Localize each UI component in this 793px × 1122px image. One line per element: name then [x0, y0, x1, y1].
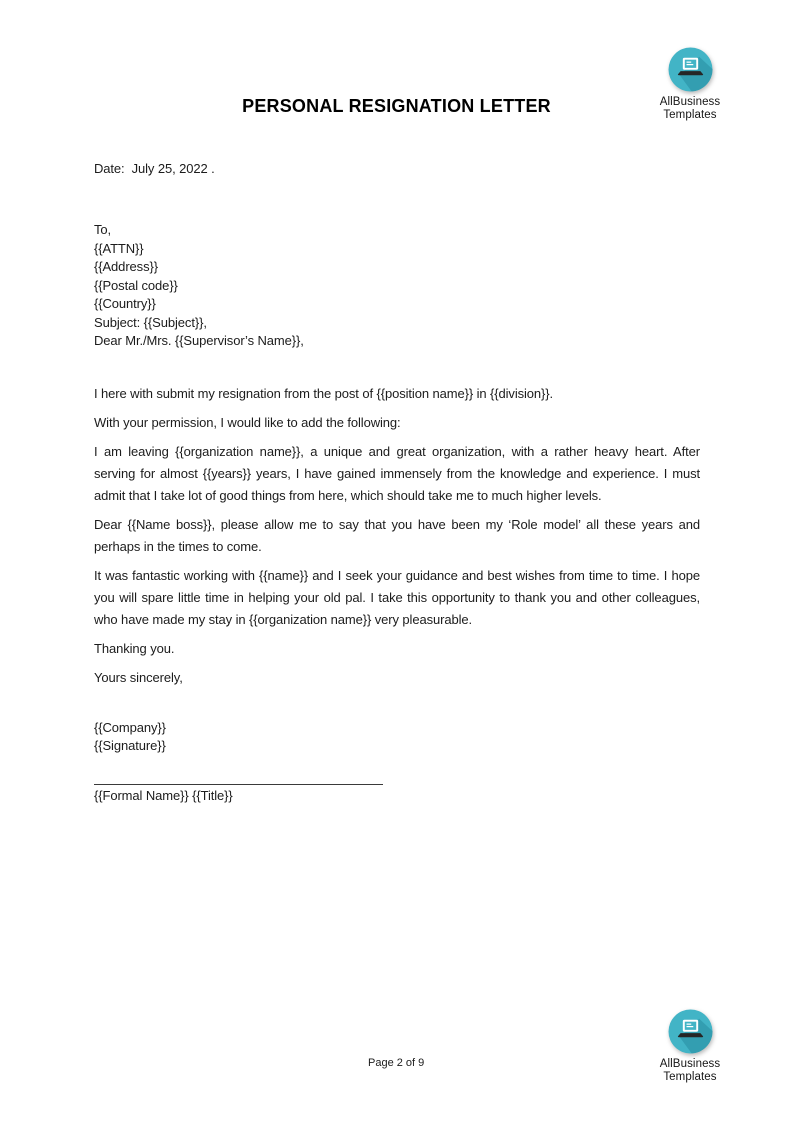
page-title: PERSONAL RESIGNATION LETTER [242, 96, 551, 116]
brand-name-line1: AllBusiness [659, 1058, 721, 1070]
closing-line: Yours sincerely, [94, 669, 183, 685]
thanking-line: Thanking you. [94, 640, 175, 656]
brand-name-line2: Templates [663, 1071, 717, 1083]
recipient-line-attn: {{ATTN}} [94, 240, 144, 256]
paragraphs [94, 383, 700, 689]
subject-line: Subject: {{Subject}}, [94, 314, 207, 330]
recipient-line-postal: {{Postal code}} [94, 277, 178, 293]
letter-body [94, 160, 700, 805]
recipient-line-address: {{Address}} [94, 259, 158, 274]
laptop-icon [668, 47, 713, 92]
brand-logo-bottom [642, 1009, 738, 1084]
date-line: Date: July 25, 2022 . [94, 161, 215, 176]
brand-name [642, 1058, 738, 1084]
laptop-icon [668, 1009, 713, 1054]
signatory-line: {{Formal Name}} {{Title}} [94, 787, 233, 803]
signature-placeholder: {{Signature}} [94, 738, 166, 753]
body-paragraph: Dear {{Name boss}}, please allow me to say that you have been my ‘Role model’ all these years and perhaps in the times to come. [94, 516, 700, 554]
recipient-block [94, 221, 700, 314]
body-paragraph: I here with submit my resignation from the post of {{position name}} in {{division}}. [94, 385, 554, 401]
body-paragraph: I am leaving {{organization name}}, a unique and great organization, with a rather heavy heart. After serving for almost {{years}} years, I have gained immensely from the knowledge and experience. I must admit that I take lot of good things from here, which should take me to much higher levels. [94, 443, 700, 503]
company-placeholder: {{Company}} [94, 719, 166, 735]
signature-rule [94, 784, 383, 785]
brand-name-line1: AllBusiness [659, 96, 721, 108]
brand-name-line2: Templates [663, 109, 717, 121]
recipient-line-to: To, [94, 222, 112, 237]
company-block [94, 719, 700, 756]
salutation: Dear Mr./Mrs. {{Supervisor’s Name}}, [94, 332, 304, 348]
body-paragraph: It was fantastic working with {{name}} and I seek your guidance and best wishes from time to time. I hope you will spare little time in helping your old pal. I take this opportunity to thank you and other colleagues, who have made my stay in {{organization name}} very pleasurable. [94, 567, 700, 627]
body-paragraph: With your permission, I would like to add the following: [94, 414, 401, 430]
page-number: Page 2 of 9 [368, 1057, 425, 1069]
recipient-line-country: {{Country}} [94, 296, 156, 311]
